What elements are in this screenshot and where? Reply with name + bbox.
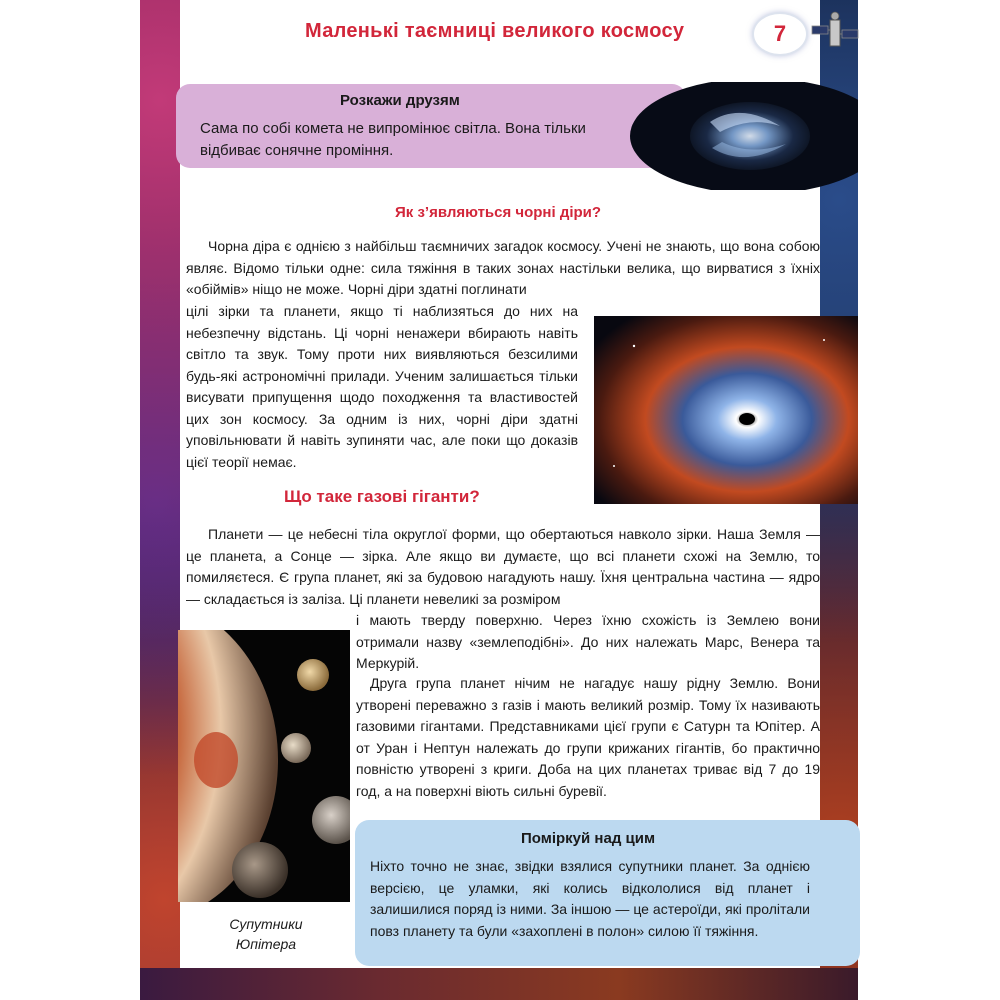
think-about-text: Ніхто точно не знає, звідки взялися супутники планет. За однією версією, це уламки, які колись відкололися від планет і залишилися поряд із ними. За іншою — це астероїди, які пролітали повз планету та були «захоплені в полон» силою її тяжіння. [370,858,810,939]
gas-giants-paragraph-2: і мають тверду поверхню. Через їхню схожість із Землею вони отримали назву «землеподібні». До них належать Марс, Венера та Меркурій. [356,612,820,671]
page-number: 7 [773,21,787,46]
satellite-icon [806,2,862,58]
page-number-badge [752,12,808,56]
page-title: Маленькі таємниці великого космосу [305,20,685,42]
gas-giants-heading: Що таке газові гіганти? [284,487,480,506]
gas-giants-paragraph-1: Планети — це небесні тіла округлої форми, що обертаються навколо зірки. Наша Земля — це планета, а Сонце — зірка. Але якщо ви думаєте, що всі планети схожі на Землю, то помиляєтеся. Є група планет, які за будовою нагадують нашу. Їхня центральна частина — ядро — складається із заліза. Ці планети невеликі за розміром [186,526,820,607]
comet-image [630,82,858,190]
space-background-bottom [140,968,858,1000]
jupiter-moons-caption [206,914,326,954]
black-hole-image [594,316,858,504]
tell-friends-heading: Розкажи друзям [340,92,460,109]
jupiter-moons-image [178,630,350,902]
gas-giants-paragraph-3: Друга група планет нічим не нагадує нашу рідну Землю. Вони утворені переважно з газів і мають великий розмір. Тому їх називають газовими гігантами. Представниками цієї групи є Сатурн та Юпітер. А от Уран і Нептун належать до групи крижаних гігантів, бо практично повністю утворені з криги. Доба на цих планетах триває від 7 до 19 год, а на поверхні віють сильні буревії. [356,675,820,799]
space-background-left [140,0,180,1000]
black-holes-paragraph-2: цілі зірки та планети, якщо ті наблизяться до них на небезпечну відстань. Ці чорні ненажери вбирають навіть світло та звук. Тому проти них виявляються безсилими будь-які астрономічні прилади. Ученим залишається тільки висувати припущення щодо походження та властивостей цих зон космосу. За одним із них, чорні діри здатні уповільнювати й навіть зупиняти час, але поки що доказів цієї теорії немає. [186,303,578,470]
black-holes-paragraph-1: Чорна діра є однією з найбільш таємничих загадок космосу. Учені не знають, що вона собою являє. Відомо тільки одне: сила тяжіння в таких зонах настільки велика, що вирватися з їхніх «обіймів» ніщо не може. Чорні діри здатні поглинати [186,238,820,297]
tell-friends-text: Сама по собі комета не випромінює світла. Вона тільки відбиває сонячне проміння. [200,120,586,159]
caption-line-1: Супутники [229,916,303,932]
black-holes-heading: Як з’являються чорні діри? [395,204,602,221]
think-about-heading: Поміркуй над цим [521,830,656,847]
caption-line-2: Юпітера [235,936,297,952]
